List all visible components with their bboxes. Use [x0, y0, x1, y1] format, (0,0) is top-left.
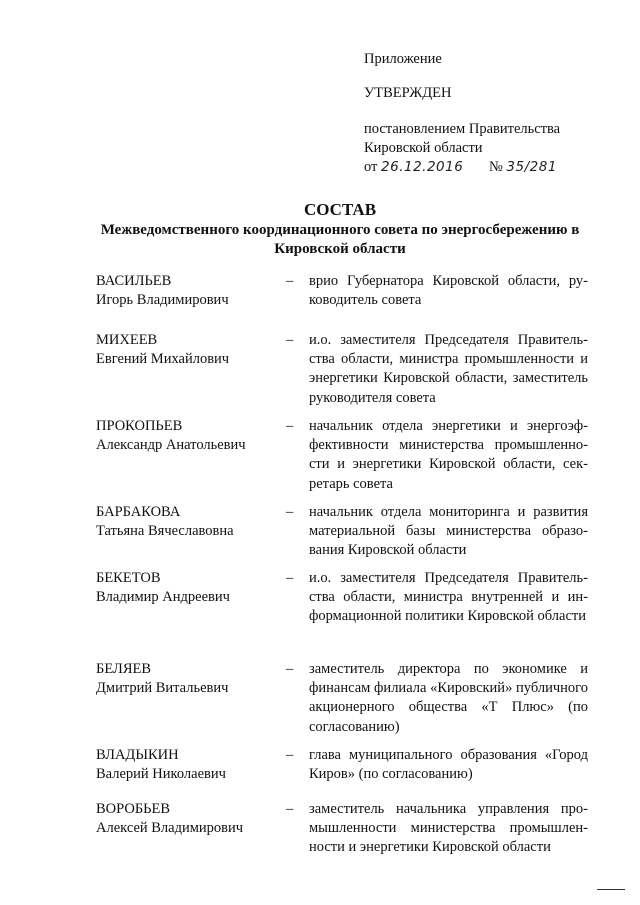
member-given-names: Владимир Андреевич [96, 589, 230, 606]
member-role: глава муниципального образования «Город Киров» (по согласованию) [309, 747, 588, 783]
member-given-names: Александр Анатольевич [96, 437, 246, 454]
member-name [96, 417, 281, 455]
member-name [96, 503, 281, 541]
appendix-label: Приложение [364, 51, 442, 67]
member-entry [96, 417, 588, 503]
decree-line-2: Кировской области [364, 140, 483, 156]
member-role: и.о. заместителя Председателя Правительства области, министра внутренней и информационной политики Кировской области [309, 570, 588, 625]
decree-line-1: постановлением Правительства [364, 121, 561, 137]
decree-date-number [364, 158, 604, 177]
member-name [96, 800, 281, 838]
member-role: заместитель директора по экономике и финансам филиала «Кировский» публичного акционерного общества «Т Плюс» (по согласованию) [309, 661, 588, 735]
dash: – [286, 570, 294, 586]
member-surname: МИХЕЕВ [96, 332, 158, 348]
member-surname: ВОРОБЬЕВ [96, 801, 171, 817]
dash: – [286, 747, 294, 763]
member-surname: ВЛАДЫКИН [96, 747, 179, 763]
member-surname: БЕЛЯЕВ [96, 661, 152, 677]
handwritten-number: 35/281 [506, 159, 557, 175]
member-role: начальник отдела энергетики и энергоэффективности министерства промышленности и энергетики Кировской области, секретарь совета [309, 418, 588, 492]
member-role: начальник отдела мониторинга и развития материальной базы министерства образования Кировской области [309, 504, 588, 559]
member-given-names: Евгений Михайлович [96, 351, 230, 368]
number-prefix: № [488, 159, 503, 175]
member-role: и.о. заместителя Председателя Правительства области, министра промышленности и энергетики Кировской области, заместитель руководителя совета [309, 332, 588, 406]
handwritten-date: 26.12.2016 [381, 159, 464, 175]
member-name [96, 569, 281, 607]
member-name [96, 272, 281, 310]
document-subtitle: Межведомственного координационного совета по энергосбережению в Кировской области [100, 222, 580, 257]
dash: – [286, 418, 294, 434]
member-role: заместитель начальника управления промышленности министерства промышленности и энергетики Кировской области [309, 801, 588, 856]
dash: – [286, 504, 294, 520]
member-entry [96, 569, 588, 660]
approval-block [364, 50, 604, 177]
member-surname: ВАСИЛЬЕВ [96, 273, 172, 289]
date-prefix: от [364, 159, 378, 175]
member-surname: ПРОКОПЬЕВ [96, 418, 183, 434]
dash: – [286, 332, 294, 348]
member-given-names: Валерий Николаевич [96, 766, 226, 783]
member-name [96, 746, 281, 784]
title-block [80, 199, 600, 259]
members-list [96, 272, 588, 862]
member-name [96, 660, 281, 698]
member-name [96, 331, 281, 369]
member-entry [96, 800, 588, 862]
dash: – [286, 661, 294, 677]
approved-label: УТВЕРЖДЕН [364, 85, 452, 101]
member-entry [96, 746, 588, 800]
member-given-names: Алексей Владимирович [96, 820, 244, 837]
member-given-names: Дмитрий Витальевич [96, 680, 229, 697]
member-surname: БАРБАКОВА [96, 504, 181, 520]
member-entry [96, 272, 588, 331]
member-entry [96, 331, 588, 417]
member-role: врио Губернатора Кировской области, руководитель совета [309, 273, 588, 309]
member-given-names: Татьяна Вячеславовна [96, 523, 234, 540]
document-title: СОСТАВ [303, 200, 377, 219]
dash: – [286, 801, 294, 817]
member-surname: БЕКЕТОВ [96, 570, 161, 586]
page-end-rule [597, 889, 625, 890]
member-entry [96, 503, 588, 569]
dash: – [286, 273, 294, 289]
member-entry [96, 660, 588, 746]
member-given-names: Игорь Владимирович [96, 292, 229, 309]
